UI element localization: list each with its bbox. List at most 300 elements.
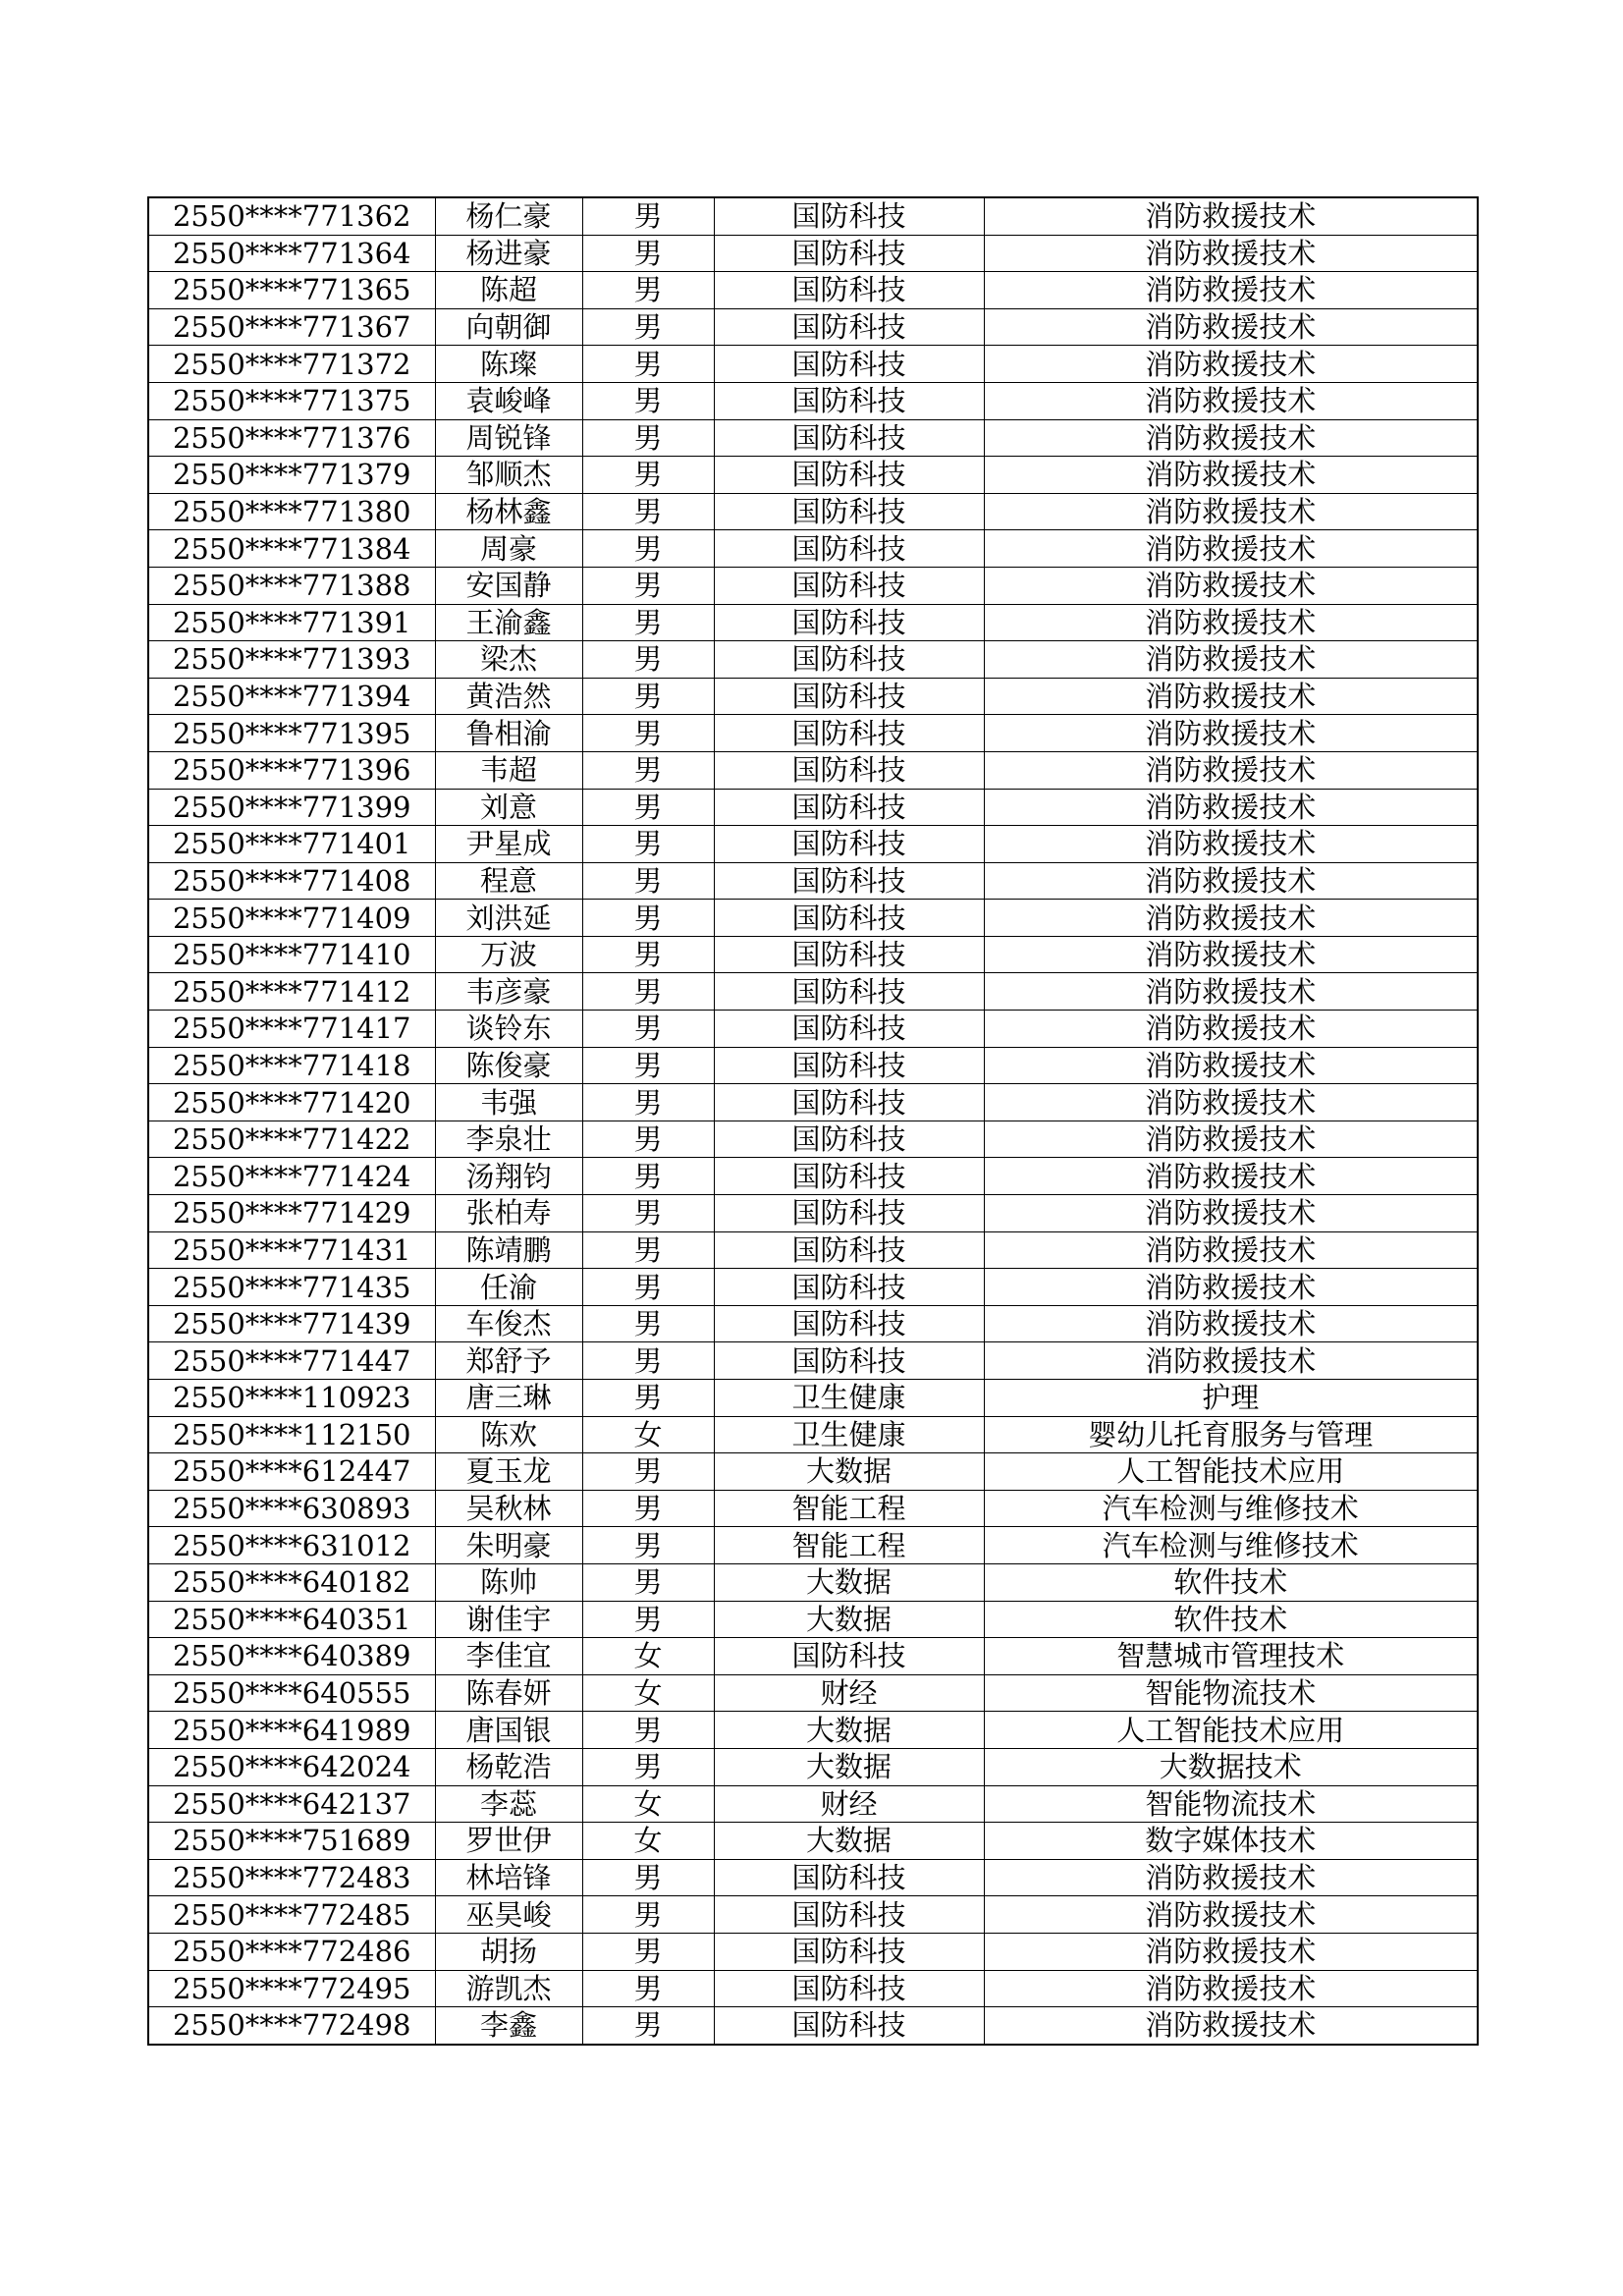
table-row — [148, 1970, 1478, 2007]
major-cell: 智能物流技术 — [984, 1785, 1478, 1823]
table-row — [148, 419, 1478, 457]
gender-cell: 男 — [582, 1601, 714, 1638]
major-cell: 消防救援技术 — [984, 1269, 1478, 1306]
department-cell: 国防科技 — [714, 604, 984, 641]
major-cell: 消防救援技术 — [984, 641, 1478, 679]
major-cell: 智能物流技术 — [984, 1674, 1478, 1712]
table-row — [148, 1859, 1478, 1896]
student-id-cell: 2550****771431 — [148, 1231, 435, 1269]
name-cell: 陈帅 — [435, 1563, 582, 1601]
gender-cell: 男 — [582, 235, 714, 272]
department-cell: 大数据 — [714, 1748, 984, 1785]
department-cell: 国防科技 — [714, 1305, 984, 1342]
roster-body — [148, 197, 1478, 2045]
table-row — [148, 1563, 1478, 1601]
table-row — [148, 1674, 1478, 1712]
gender-cell: 男 — [582, 567, 714, 604]
student-id-cell: 2550****771364 — [148, 235, 435, 272]
student-id-cell: 2550****641989 — [148, 1712, 435, 1749]
student-id-cell: 2550****771435 — [148, 1269, 435, 1306]
name-cell: 程意 — [435, 862, 582, 900]
table-row — [148, 1047, 1478, 1084]
name-cell: 胡扬 — [435, 1933, 582, 1970]
table-row — [148, 493, 1478, 530]
major-cell: 消防救援技术 — [984, 1896, 1478, 1934]
name-cell: 王渝鑫 — [435, 604, 582, 641]
name-cell: 韦超 — [435, 751, 582, 789]
table-row — [148, 2007, 1478, 2045]
gender-cell: 男 — [582, 1933, 714, 1970]
major-cell: 人工智能技术应用 — [984, 1712, 1478, 1749]
name-cell: 夏玉龙 — [435, 1453, 582, 1491]
student-id-cell: 2550****642024 — [148, 1748, 435, 1785]
table-row — [148, 197, 1478, 235]
department-cell: 国防科技 — [714, 272, 984, 309]
major-cell: 消防救援技术 — [984, 751, 1478, 789]
gender-cell: 女 — [582, 1785, 714, 1823]
gender-cell: 男 — [582, 1084, 714, 1121]
gender-cell: 男 — [582, 936, 714, 973]
gender-cell: 男 — [582, 382, 714, 419]
table-row — [148, 641, 1478, 679]
student-id-cell: 2550****772486 — [148, 1933, 435, 1970]
student-id-cell: 2550****771409 — [148, 900, 435, 937]
department-cell: 国防科技 — [714, 936, 984, 973]
student-id-cell: 2550****771418 — [148, 1047, 435, 1084]
student-id-cell: 2550****771424 — [148, 1158, 435, 1195]
gender-cell: 男 — [582, 419, 714, 457]
major-cell: 消防救援技术 — [984, 419, 1478, 457]
name-cell: 陈超 — [435, 272, 582, 309]
department-cell: 国防科技 — [714, 751, 984, 789]
gender-cell: 男 — [582, 197, 714, 235]
name-cell: 郑舒予 — [435, 1342, 582, 1380]
table-row — [148, 530, 1478, 568]
student-id-cell: 2550****630893 — [148, 1490, 435, 1527]
gender-cell: 男 — [582, 1563, 714, 1601]
major-cell: 消防救援技术 — [984, 1970, 1478, 2007]
student-id-cell: 2550****631012 — [148, 1527, 435, 1564]
table-row — [148, 235, 1478, 272]
name-cell: 安国静 — [435, 567, 582, 604]
department-cell: 国防科技 — [714, 973, 984, 1011]
gender-cell: 男 — [582, 1970, 714, 2007]
name-cell: 陈俊豪 — [435, 1047, 582, 1084]
major-cell: 软件技术 — [984, 1601, 1478, 1638]
student-id-cell: 2550****612447 — [148, 1453, 435, 1491]
student-id-cell: 2550****771380 — [148, 493, 435, 530]
gender-cell: 女 — [582, 1416, 714, 1453]
table-row — [148, 1380, 1478, 1417]
table-row — [148, 1785, 1478, 1823]
student-id-cell: 2550****771396 — [148, 751, 435, 789]
major-cell: 汽车检测与维修技术 — [984, 1490, 1478, 1527]
table-row — [148, 1638, 1478, 1675]
name-cell: 周锐锋 — [435, 419, 582, 457]
department-cell: 智能工程 — [714, 1490, 984, 1527]
major-cell: 消防救援技术 — [984, 1011, 1478, 1048]
major-cell: 消防救援技术 — [984, 272, 1478, 309]
name-cell: 梁杰 — [435, 641, 582, 679]
major-cell: 消防救援技术 — [984, 1305, 1478, 1342]
name-cell: 刘洪延 — [435, 900, 582, 937]
gender-cell: 男 — [582, 1527, 714, 1564]
gender-cell: 男 — [582, 1490, 714, 1527]
table-row — [148, 567, 1478, 604]
major-cell: 消防救援技术 — [984, 826, 1478, 863]
table-row — [148, 1490, 1478, 1527]
gender-cell: 男 — [582, 862, 714, 900]
name-cell: 邹顺杰 — [435, 457, 582, 494]
name-cell: 刘意 — [435, 789, 582, 826]
department-cell: 大数据 — [714, 1453, 984, 1491]
major-cell: 消防救援技术 — [984, 493, 1478, 530]
gender-cell: 男 — [582, 1859, 714, 1896]
name-cell: 韦彦豪 — [435, 973, 582, 1011]
gender-cell: 女 — [582, 1638, 714, 1675]
table-row — [148, 457, 1478, 494]
student-id-cell: 2550****771375 — [148, 382, 435, 419]
major-cell: 消防救援技术 — [984, 1084, 1478, 1121]
major-cell: 消防救援技术 — [984, 900, 1478, 937]
name-cell: 尹星成 — [435, 826, 582, 863]
table-row — [148, 1748, 1478, 1785]
student-id-cell: 2550****771410 — [148, 936, 435, 973]
gender-cell: 男 — [582, 973, 714, 1011]
student-id-cell: 2550****771372 — [148, 346, 435, 383]
department-cell: 国防科技 — [714, 641, 984, 679]
name-cell: 张柏寿 — [435, 1195, 582, 1232]
student-id-cell: 2550****771393 — [148, 641, 435, 679]
table-row — [148, 1453, 1478, 1491]
table-row — [148, 1823, 1478, 1860]
gender-cell: 男 — [582, 604, 714, 641]
major-cell: 消防救援技术 — [984, 1342, 1478, 1380]
name-cell: 韦强 — [435, 1084, 582, 1121]
gender-cell: 男 — [582, 1712, 714, 1749]
major-cell: 消防救援技术 — [984, 604, 1478, 641]
major-cell: 消防救援技术 — [984, 1121, 1478, 1158]
student-roster-table — [147, 196, 1479, 2046]
department-cell: 国防科技 — [714, 567, 984, 604]
table-row — [148, 678, 1478, 715]
student-id-cell: 2550****640351 — [148, 1601, 435, 1638]
major-cell: 智慧城市管理技术 — [984, 1638, 1478, 1675]
department-cell: 国防科技 — [714, 457, 984, 494]
name-cell: 杨乾浩 — [435, 1748, 582, 1785]
gender-cell: 男 — [582, 1748, 714, 1785]
gender-cell: 男 — [582, 1231, 714, 1269]
gender-cell: 男 — [582, 493, 714, 530]
student-id-cell: 2550****771412 — [148, 973, 435, 1011]
gender-cell: 男 — [582, 1195, 714, 1232]
name-cell: 周豪 — [435, 530, 582, 568]
student-id-cell: 2550****751689 — [148, 1823, 435, 1860]
major-cell: 消防救援技术 — [984, 308, 1478, 346]
table-row — [148, 1342, 1478, 1380]
major-cell: 婴幼儿托育服务与管理 — [984, 1416, 1478, 1453]
gender-cell: 男 — [582, 1342, 714, 1380]
student-id-cell: 2550****772485 — [148, 1896, 435, 1934]
student-id-cell: 2550****771365 — [148, 272, 435, 309]
table-row — [148, 1195, 1478, 1232]
table-row — [148, 604, 1478, 641]
table-row — [148, 789, 1478, 826]
department-cell: 国防科技 — [714, 1084, 984, 1121]
department-cell: 财经 — [714, 1674, 984, 1712]
name-cell: 任渝 — [435, 1269, 582, 1306]
major-cell: 消防救援技术 — [984, 1047, 1478, 1084]
name-cell: 汤翔钧 — [435, 1158, 582, 1195]
name-cell: 游凯杰 — [435, 1970, 582, 2007]
department-cell: 卫生健康 — [714, 1380, 984, 1417]
major-cell: 消防救援技术 — [984, 973, 1478, 1011]
name-cell: 杨进豪 — [435, 235, 582, 272]
gender-cell: 男 — [582, 1047, 714, 1084]
name-cell: 罗世伊 — [435, 1823, 582, 1860]
student-id-cell: 2550****771429 — [148, 1195, 435, 1232]
major-cell: 数字媒体技术 — [984, 1823, 1478, 1860]
student-id-cell: 2550****642137 — [148, 1785, 435, 1823]
student-id-cell: 2550****640555 — [148, 1674, 435, 1712]
gender-cell: 男 — [582, 826, 714, 863]
name-cell: 巫昊峻 — [435, 1896, 582, 1934]
major-cell: 消防救援技术 — [984, 862, 1478, 900]
gender-cell: 男 — [582, 1269, 714, 1306]
major-cell: 大数据技术 — [984, 1748, 1478, 1785]
student-id-cell: 2550****640182 — [148, 1563, 435, 1601]
name-cell: 杨林鑫 — [435, 493, 582, 530]
major-cell: 消防救援技术 — [984, 235, 1478, 272]
major-cell: 软件技术 — [984, 1563, 1478, 1601]
department-cell: 国防科技 — [714, 1970, 984, 2007]
name-cell: 陈春妍 — [435, 1674, 582, 1712]
student-id-cell: 2550****771401 — [148, 826, 435, 863]
gender-cell: 男 — [582, 678, 714, 715]
gender-cell: 男 — [582, 1305, 714, 1342]
major-cell: 汽车检测与维修技术 — [984, 1527, 1478, 1564]
major-cell: 消防救援技术 — [984, 1158, 1478, 1195]
gender-cell: 男 — [582, 457, 714, 494]
major-cell: 消防救援技术 — [984, 1859, 1478, 1896]
table-row — [148, 1121, 1478, 1158]
table-row — [148, 826, 1478, 863]
major-cell: 消防救援技术 — [984, 457, 1478, 494]
department-cell: 国防科技 — [714, 1121, 984, 1158]
table-row — [148, 1896, 1478, 1934]
student-id-cell: 2550****771394 — [148, 678, 435, 715]
student-id-cell: 2550****112150 — [148, 1416, 435, 1453]
table-row — [148, 1305, 1478, 1342]
gender-cell: 男 — [582, 1121, 714, 1158]
name-cell: 车俊杰 — [435, 1305, 582, 1342]
major-cell: 消防救援技术 — [984, 678, 1478, 715]
department-cell: 国防科技 — [714, 1859, 984, 1896]
department-cell: 国防科技 — [714, 493, 984, 530]
table-row — [148, 1011, 1478, 1048]
student-id-cell: 2550****110923 — [148, 1380, 435, 1417]
department-cell: 国防科技 — [714, 197, 984, 235]
name-cell: 杨仁豪 — [435, 197, 582, 235]
name-cell: 唐三琳 — [435, 1380, 582, 1417]
department-cell: 智能工程 — [714, 1527, 984, 1564]
department-cell: 国防科技 — [714, 789, 984, 826]
name-cell: 朱明豪 — [435, 1527, 582, 1564]
major-cell: 消防救援技术 — [984, 789, 1478, 826]
gender-cell: 男 — [582, 1380, 714, 1417]
student-id-cell: 2550****771384 — [148, 530, 435, 568]
major-cell: 消防救援技术 — [984, 382, 1478, 419]
department-cell: 国防科技 — [714, 715, 984, 752]
table-row — [148, 1712, 1478, 1749]
department-cell: 国防科技 — [714, 1195, 984, 1232]
table-row — [148, 1269, 1478, 1306]
gender-cell: 男 — [582, 1011, 714, 1048]
student-id-cell: 2550****771376 — [148, 419, 435, 457]
name-cell: 李蕊 — [435, 1785, 582, 1823]
table-row — [148, 862, 1478, 900]
department-cell: 国防科技 — [714, 1231, 984, 1269]
department-cell: 国防科技 — [714, 1342, 984, 1380]
department-cell: 国防科技 — [714, 1896, 984, 1934]
student-id-cell: 2550****771399 — [148, 789, 435, 826]
name-cell: 袁峻峰 — [435, 382, 582, 419]
major-cell: 消防救援技术 — [984, 1195, 1478, 1232]
student-id-cell: 2550****771388 — [148, 567, 435, 604]
department-cell: 国防科技 — [714, 826, 984, 863]
student-id-cell: 2550****771439 — [148, 1305, 435, 1342]
department-cell: 国防科技 — [714, 235, 984, 272]
department-cell: 大数据 — [714, 1601, 984, 1638]
name-cell: 李泉壮 — [435, 1121, 582, 1158]
name-cell: 李鑫 — [435, 2007, 582, 2045]
department-cell: 国防科技 — [714, 678, 984, 715]
table-row — [148, 382, 1478, 419]
name-cell: 向朝御 — [435, 308, 582, 346]
student-id-cell: 2550****771379 — [148, 457, 435, 494]
major-cell: 人工智能技术应用 — [984, 1453, 1478, 1491]
table-row — [148, 973, 1478, 1011]
gender-cell: 男 — [582, 1158, 714, 1195]
table-row — [148, 1527, 1478, 1564]
department-cell: 大数据 — [714, 1712, 984, 1749]
major-cell: 消防救援技术 — [984, 567, 1478, 604]
name-cell: 谢佳宇 — [435, 1601, 582, 1638]
name-cell: 鲁相渝 — [435, 715, 582, 752]
name-cell: 林培锋 — [435, 1859, 582, 1896]
student-id-cell: 2550****640389 — [148, 1638, 435, 1675]
major-cell: 护理 — [984, 1380, 1478, 1417]
student-id-cell: 2550****771422 — [148, 1121, 435, 1158]
gender-cell: 男 — [582, 530, 714, 568]
department-cell: 国防科技 — [714, 419, 984, 457]
gender-cell: 女 — [582, 1823, 714, 1860]
department-cell: 国防科技 — [714, 382, 984, 419]
table-row — [148, 1416, 1478, 1453]
gender-cell: 女 — [582, 1674, 714, 1712]
table-row — [148, 1231, 1478, 1269]
major-cell: 消防救援技术 — [984, 346, 1478, 383]
major-cell: 消防救援技术 — [984, 715, 1478, 752]
name-cell: 李佳宜 — [435, 1638, 582, 1675]
name-cell: 谈铃东 — [435, 1011, 582, 1048]
name-cell: 万波 — [435, 936, 582, 973]
department-cell: 国防科技 — [714, 308, 984, 346]
department-cell: 国防科技 — [714, 530, 984, 568]
gender-cell: 男 — [582, 641, 714, 679]
gender-cell: 男 — [582, 272, 714, 309]
department-cell: 国防科技 — [714, 862, 984, 900]
name-cell: 黄浩然 — [435, 678, 582, 715]
gender-cell: 男 — [582, 308, 714, 346]
student-id-cell: 2550****771417 — [148, 1011, 435, 1048]
table-row — [148, 1084, 1478, 1121]
table-row — [148, 936, 1478, 973]
gender-cell: 男 — [582, 789, 714, 826]
name-cell: 吴秋林 — [435, 1490, 582, 1527]
gender-cell: 男 — [582, 715, 714, 752]
department-cell: 国防科技 — [714, 1158, 984, 1195]
major-cell: 消防救援技术 — [984, 936, 1478, 973]
student-id-cell: 2550****772483 — [148, 1859, 435, 1896]
table-row — [148, 900, 1478, 937]
student-id-cell: 2550****771362 — [148, 197, 435, 235]
department-cell: 财经 — [714, 1785, 984, 1823]
department-cell: 国防科技 — [714, 1933, 984, 1970]
major-cell: 消防救援技术 — [984, 530, 1478, 568]
major-cell: 消防救援技术 — [984, 1231, 1478, 1269]
table-row — [148, 715, 1478, 752]
student-id-cell: 2550****771408 — [148, 862, 435, 900]
student-id-cell: 2550****771395 — [148, 715, 435, 752]
name-cell: 陈靖鹏 — [435, 1231, 582, 1269]
department-cell: 国防科技 — [714, 346, 984, 383]
name-cell: 唐国银 — [435, 1712, 582, 1749]
student-id-cell: 2550****771367 — [148, 308, 435, 346]
table-row — [148, 346, 1478, 383]
gender-cell: 男 — [582, 751, 714, 789]
table-row — [148, 1158, 1478, 1195]
student-id-cell: 2550****771420 — [148, 1084, 435, 1121]
major-cell: 消防救援技术 — [984, 2007, 1478, 2045]
department-cell: 大数据 — [714, 1823, 984, 1860]
department-cell: 卫生健康 — [714, 1416, 984, 1453]
department-cell: 国防科技 — [714, 1047, 984, 1084]
department-cell: 大数据 — [714, 1563, 984, 1601]
major-cell: 消防救援技术 — [984, 1933, 1478, 1970]
gender-cell: 男 — [582, 1896, 714, 1934]
student-id-cell: 2550****771447 — [148, 1342, 435, 1380]
name-cell: 陈欢 — [435, 1416, 582, 1453]
department-cell: 国防科技 — [714, 1011, 984, 1048]
gender-cell: 男 — [582, 900, 714, 937]
student-id-cell: 2550****772495 — [148, 1970, 435, 2007]
table-row — [148, 272, 1478, 309]
table-row — [148, 751, 1478, 789]
student-id-cell: 2550****772498 — [148, 2007, 435, 2045]
table-row — [148, 1601, 1478, 1638]
gender-cell: 男 — [582, 346, 714, 383]
department-cell: 国防科技 — [714, 1638, 984, 1675]
table-row — [148, 308, 1478, 346]
name-cell: 陈璨 — [435, 346, 582, 383]
gender-cell: 男 — [582, 1453, 714, 1491]
department-cell: 国防科技 — [714, 2007, 984, 2045]
student-id-cell: 2550****771391 — [148, 604, 435, 641]
gender-cell: 男 — [582, 2007, 714, 2045]
department-cell: 国防科技 — [714, 900, 984, 937]
department-cell: 国防科技 — [714, 1269, 984, 1306]
